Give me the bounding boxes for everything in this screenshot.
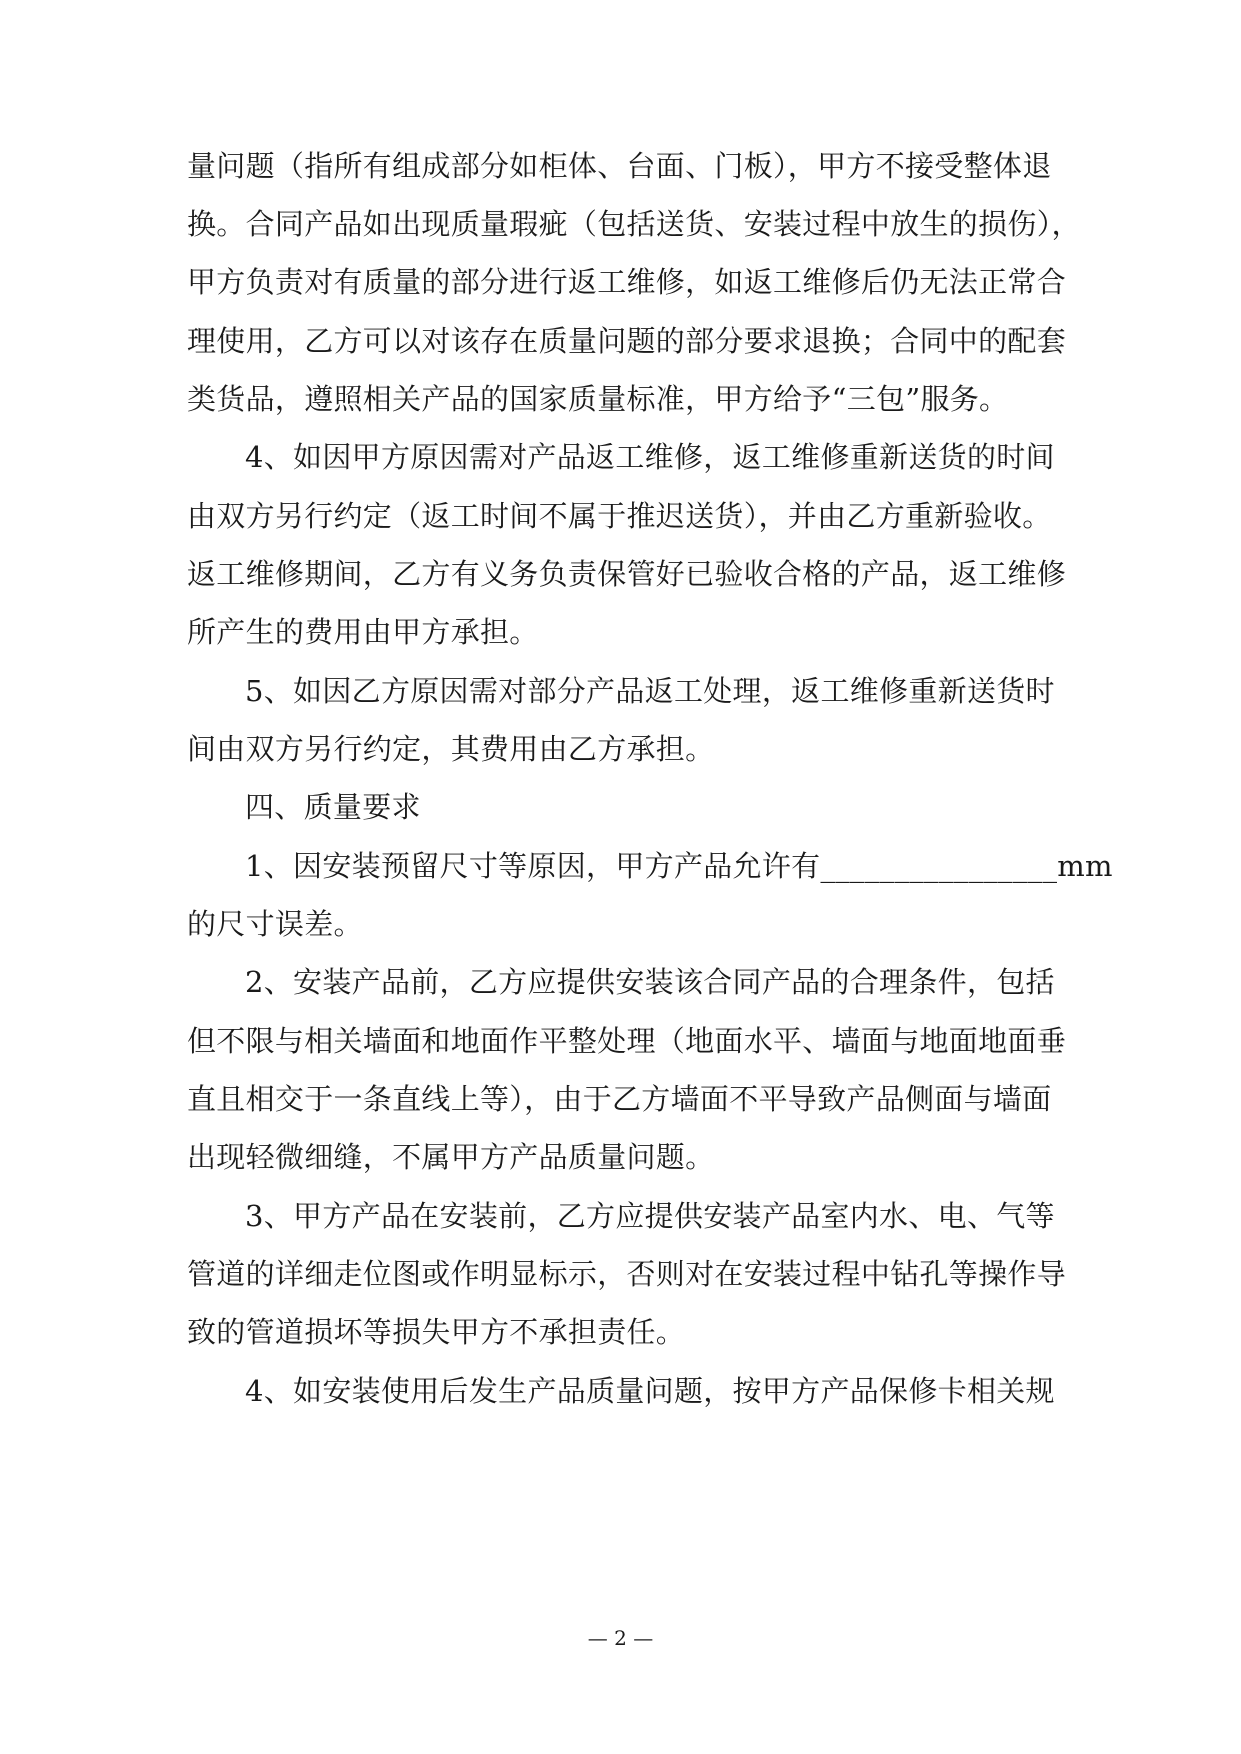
text-line: 类货品，遵照相关产品的国家质量标准，甲方给予“三包”服务。 [187, 382, 1009, 416]
clause-5-start: 5、如因乙方原因需对部分产品返工处理，返工维修重新送货时 [245, 674, 1055, 708]
text-line: 直且相交于一条直线上等），由于乙方墙面不平导致产品侧面与墙面 [187, 1082, 1052, 1116]
text-line: 出现轻微细缝，不属甲方产品质量问题。 [187, 1140, 715, 1174]
text-line: 理使用，乙方可以对该存在质量问题的部分要求退换；合同中的配套 [187, 324, 1067, 358]
quality-clause-2-start: 2、安装产品前，乙方应提供安装该合同产品的合理条件，包括 [245, 965, 1055, 999]
section-heading-quality: 四、质量要求 [245, 790, 421, 824]
clause-4-start: 4、如因甲方原因需对产品返工维修，返工维修重新送货的时间 [245, 440, 1055, 474]
text-line: 由双方另行约定（返工时间不属于推迟送货），并由乙方重新验收。 [187, 499, 1052, 533]
page-number: — 2 — [587, 1626, 654, 1650]
text-line: 管道的详细走位图或作明显标示，否则对在安装过程中钻孔等操作导 [187, 1257, 1067, 1291]
text-line: 换。合同产品如出现质量瑕疵（包括送货、安装过程中放生的损伤）， [187, 207, 1081, 241]
quality-clause-1-start: 1、因安装预留尺寸等原因，甲方产品允许有________________mm [245, 849, 1113, 883]
text-line: 甲方负责对有质量的部分进行返工维修，如返工维修后仍无法正常合 [187, 265, 1067, 299]
text-line: 但不限与相关墙面和地面作平整处理（地面水平、墙面与地面地面垂 [187, 1024, 1067, 1058]
text-line: 间由双方另行约定，其费用由乙方承担。 [187, 732, 715, 766]
quality-clause-4-start: 4、如安装使用后发生产品质量问题，按甲方产品保修卡相关规 [245, 1374, 1055, 1408]
text-line: 量问题（指所有组成部分如柜体、台面、门板），甲方不接受整体退 [187, 149, 1052, 183]
text-line: 的尺寸误差。 [187, 907, 363, 941]
text-line: 致的管道损坏等损失甲方不承担责任。 [187, 1315, 686, 1349]
quality-clause-3-start: 3、甲方产品在安装前，乙方应提供安装产品室内水、电、气等 [245, 1199, 1055, 1233]
text-line: 所产生的费用由甲方承担。 [187, 615, 539, 649]
text-line: 返工维修期间，乙方有义务负责保管好已验收合格的产品，返工维修 [187, 557, 1067, 591]
